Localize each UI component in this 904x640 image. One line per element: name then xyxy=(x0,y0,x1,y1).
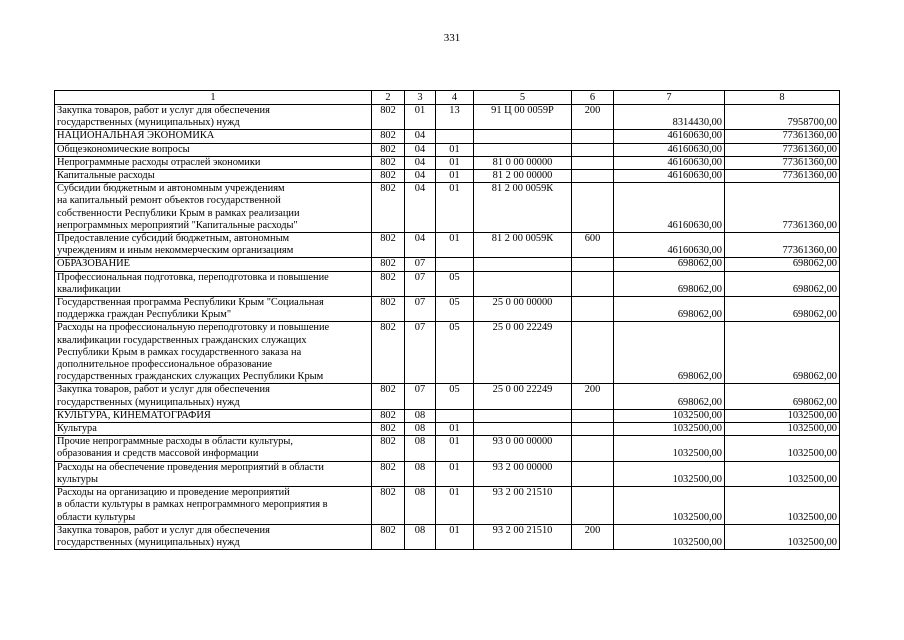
admin-code-cell: 802 xyxy=(372,461,405,486)
target-article-cell xyxy=(474,258,572,271)
row-name-cell xyxy=(55,258,372,271)
amount-year1-cell: 46160630,00 xyxy=(614,183,725,233)
amount-year2-cell: 1032500,00 xyxy=(725,436,840,461)
column-header-6: 6 xyxy=(572,91,614,105)
table-row xyxy=(55,436,840,461)
amount-year1-cell: 1032500,00 xyxy=(614,423,725,436)
amount-year2-cell: 1032500,00 xyxy=(725,423,840,436)
section-code-cell: 04 xyxy=(405,156,436,169)
amount-year2-cell: 698062,00 xyxy=(725,258,840,271)
row-name-line: на капитальный ремонт объектов государственной xyxy=(57,195,281,207)
section-code-cell: 01 xyxy=(405,105,436,130)
table-row xyxy=(55,156,840,169)
row-name-line: непрограммных мероприятий "Капитальные расходы" xyxy=(57,219,298,231)
expense-type-cell xyxy=(572,297,614,322)
expense-type-cell: 600 xyxy=(572,233,614,258)
table-row xyxy=(55,297,840,322)
row-name-line: культуры xyxy=(57,473,98,485)
admin-code-cell: 802 xyxy=(372,384,405,409)
expense-type-cell xyxy=(572,487,614,525)
admin-code-cell: 802 xyxy=(372,170,405,183)
expense-type-cell xyxy=(572,130,614,143)
subsection-code-cell: 05 xyxy=(436,322,474,384)
row-name-cell xyxy=(55,271,372,296)
row-name-line: поддержка граждан Республики Крым" xyxy=(57,309,232,321)
target-article-cell: 81 0 00 00000 xyxy=(474,156,572,169)
row-name-cell xyxy=(55,524,372,549)
section-code-cell: 07 xyxy=(405,271,436,296)
expense-type-cell xyxy=(572,423,614,436)
subsection-code-cell xyxy=(436,130,474,143)
column-header-1: 1 xyxy=(55,91,372,105)
row-name-line: квалификации xyxy=(57,283,121,295)
section-code-cell: 07 xyxy=(405,322,436,384)
expense-type-cell xyxy=(572,183,614,233)
section-code-cell: 04 xyxy=(405,183,436,233)
section-code-cell: 08 xyxy=(405,409,436,422)
admin-code-cell: 802 xyxy=(372,436,405,461)
section-code-cell: 08 xyxy=(405,436,436,461)
amount-year2-cell: 77361360,00 xyxy=(725,183,840,233)
expense-type-cell: 200 xyxy=(572,384,614,409)
section-code-cell: 08 xyxy=(405,524,436,549)
subsection-code-cell: 01 xyxy=(436,423,474,436)
row-name-line: Республики Крым в рамках государственного заказа на xyxy=(57,346,302,358)
target-article-cell: 93 2 00 00000 xyxy=(474,461,572,486)
table-row xyxy=(55,322,840,384)
admin-code-cell: 802 xyxy=(372,271,405,296)
page-number: 331 xyxy=(443,32,461,44)
subsection-code-cell: 05 xyxy=(436,271,474,296)
target-article-cell: 25 0 00 22249 xyxy=(474,322,572,384)
row-name-line: Предоставление субсидий бюджетным, автономным xyxy=(57,233,290,245)
table-row xyxy=(55,130,840,143)
column-header-7: 7 xyxy=(614,91,725,105)
row-name-cell xyxy=(55,156,372,169)
admin-code-cell: 802 xyxy=(372,105,405,130)
amount-year1-cell: 1032500,00 xyxy=(614,461,725,486)
subsection-code-cell: 01 xyxy=(436,143,474,156)
subsection-code-cell: 13 xyxy=(436,105,474,130)
section-code-cell: 08 xyxy=(405,461,436,486)
expense-type-cell xyxy=(572,436,614,461)
target-article-cell xyxy=(474,130,572,143)
row-name-line: Расходы на организацию и проведение мероприятий xyxy=(57,487,290,499)
table-row xyxy=(55,271,840,296)
row-name-cell xyxy=(55,409,372,422)
expense-type-cell xyxy=(572,170,614,183)
subsection-code-cell: 01 xyxy=(436,156,474,169)
row-name-line: собственности Республики Крым в рамках реализации xyxy=(57,207,300,219)
expense-type-cell xyxy=(572,271,614,296)
row-name-line: государственных гражданских служащих Республики Крым xyxy=(57,371,324,383)
row-name-line: государственных (муниципальных) нужд xyxy=(57,117,240,129)
row-name-line: Государственная программа Республики Крым "Социальная xyxy=(57,297,324,309)
section-code-cell: 07 xyxy=(405,258,436,271)
target-article-cell: 93 2 00 21510 xyxy=(474,524,572,549)
target-article-cell: 81 2 00 0059К xyxy=(474,183,572,233)
section-code-cell: 04 xyxy=(405,143,436,156)
amount-year1-cell: 8314430,00 xyxy=(614,105,725,130)
row-name-line: НАЦИОНАЛЬНАЯ ЭКОНОМИКА xyxy=(57,130,215,142)
row-name-line: Закупка товаров, работ и услуг для обеспечения xyxy=(57,524,270,536)
row-name-cell xyxy=(55,170,372,183)
row-name-line: Субсидии бюджетным и автономным учреждениям xyxy=(57,183,285,195)
row-name-line: учреждениям и иным некоммерческим организациям xyxy=(57,245,294,257)
subsection-code-cell: 01 xyxy=(436,524,474,549)
subsection-code-cell: 05 xyxy=(436,297,474,322)
row-name-line: квалификации государственных гражданских служащих xyxy=(57,334,307,346)
target-article-cell: 91 Ц 00 0059Р xyxy=(474,105,572,130)
expense-type-cell xyxy=(572,258,614,271)
amount-year2-cell: 698062,00 xyxy=(725,271,840,296)
target-article-cell: 25 0 00 00000 xyxy=(474,297,572,322)
section-code-cell: 08 xyxy=(405,487,436,525)
amount-year2-cell: 1032500,00 xyxy=(725,461,840,486)
amount-year2-cell: 1032500,00 xyxy=(725,487,840,525)
row-name-line: Закупка товаров, работ и услуг для обеспечения xyxy=(57,384,270,396)
admin-code-cell: 802 xyxy=(372,258,405,271)
subsection-code-cell: 01 xyxy=(436,461,474,486)
table-row xyxy=(55,105,840,130)
amount-year2-cell: 77361360,00 xyxy=(725,170,840,183)
amount-year2-cell: 698062,00 xyxy=(725,297,840,322)
subsection-code-cell xyxy=(436,258,474,271)
table-row xyxy=(55,423,840,436)
amount-year2-cell: 77361360,00 xyxy=(725,156,840,169)
target-article-cell xyxy=(474,271,572,296)
row-name-line: КУЛЬТУРА, КИНЕМАТОГРАФИЯ xyxy=(57,409,211,421)
table-row xyxy=(55,233,840,258)
admin-code-cell: 802 xyxy=(372,487,405,525)
section-code-cell: 04 xyxy=(405,170,436,183)
subsection-code-cell: 05 xyxy=(436,384,474,409)
column-header-3: 3 xyxy=(405,91,436,105)
row-name-line: Культура xyxy=(57,423,97,435)
row-name-line: Профессиональная подготовка, переподготовка и повышение xyxy=(57,271,329,283)
expense-type-cell xyxy=(572,409,614,422)
subsection-code-cell: 01 xyxy=(436,170,474,183)
expense-type-cell xyxy=(572,322,614,384)
admin-code-cell: 802 xyxy=(372,233,405,258)
section-code-cell: 04 xyxy=(405,233,436,258)
row-name-line: дополнительное профессиональное образование xyxy=(57,359,273,371)
target-article-cell xyxy=(474,143,572,156)
amount-year2-cell: 77361360,00 xyxy=(725,143,840,156)
table-row xyxy=(55,524,840,549)
subsection-code-cell: 01 xyxy=(436,487,474,525)
target-article-cell xyxy=(474,423,572,436)
admin-code-cell: 802 xyxy=(372,143,405,156)
amount-year1-cell: 46160630,00 xyxy=(614,130,725,143)
section-code-cell: 08 xyxy=(405,423,436,436)
admin-code-cell: 802 xyxy=(372,409,405,422)
target-article-cell: 25 0 00 22249 xyxy=(474,384,572,409)
target-article-cell: 93 2 00 21510 xyxy=(474,487,572,525)
amount-year1-cell: 698062,00 xyxy=(614,271,725,296)
amount-year1-cell: 698062,00 xyxy=(614,258,725,271)
subsection-code-cell: 01 xyxy=(436,436,474,461)
column-header-2: 2 xyxy=(372,91,405,105)
column-header-4: 4 xyxy=(436,91,474,105)
row-name-cell xyxy=(55,384,372,409)
row-name-line: Капитальные расходы xyxy=(57,170,155,182)
table-row xyxy=(55,461,840,486)
amount-year1-cell: 1032500,00 xyxy=(614,524,725,549)
row-name-line: Расходы на профессиональную переподготовку и повышение xyxy=(57,322,330,334)
row-name-cell xyxy=(55,461,372,486)
amount-year1-cell: 1032500,00 xyxy=(614,436,725,461)
section-code-cell: 07 xyxy=(405,297,436,322)
row-name-cell xyxy=(55,105,372,130)
target-article-cell xyxy=(474,409,572,422)
row-name-line: Закупка товаров, работ и услуг для обеспечения xyxy=(57,105,270,116)
table-header-row xyxy=(55,91,840,105)
amount-year2-cell: 698062,00 xyxy=(725,322,840,384)
admin-code-cell: 802 xyxy=(372,183,405,233)
table-row xyxy=(55,143,840,156)
amount-year1-cell: 1032500,00 xyxy=(614,487,725,525)
admin-code-cell: 802 xyxy=(372,423,405,436)
admin-code-cell: 802 xyxy=(372,322,405,384)
row-name-cell xyxy=(55,423,372,436)
admin-code-cell: 802 xyxy=(372,156,405,169)
row-name-line: государственных (муниципальных) нужд xyxy=(57,396,240,408)
amount-year1-cell: 46160630,00 xyxy=(614,233,725,258)
amount-year2-cell: 1032500,00 xyxy=(725,524,840,549)
expense-type-cell xyxy=(572,143,614,156)
amount-year1-cell: 698062,00 xyxy=(614,322,725,384)
row-name-cell xyxy=(55,436,372,461)
row-name-line: Непрограммные расходы отраслей экономики xyxy=(57,156,261,168)
expense-type-cell xyxy=(572,156,614,169)
column-header-8: 8 xyxy=(725,91,840,105)
row-name-cell xyxy=(55,233,372,258)
row-name-cell xyxy=(55,183,372,233)
row-name-line: Прочие непрограммные расходы в области культуры, xyxy=(57,436,293,448)
table-row xyxy=(55,170,840,183)
amount-year1-cell: 46160630,00 xyxy=(614,170,725,183)
row-name-line: ОБРАЗОВАНИЕ xyxy=(57,258,131,270)
row-name-cell xyxy=(55,487,372,525)
amount-year1-cell: 698062,00 xyxy=(614,384,725,409)
row-name-line: Расходы на обеспечение проведения мероприятий в области xyxy=(57,461,324,473)
admin-code-cell: 802 xyxy=(372,297,405,322)
admin-code-cell: 802 xyxy=(372,524,405,549)
budget-table xyxy=(54,90,840,550)
row-name-cell xyxy=(55,322,372,384)
section-code-cell: 04 xyxy=(405,130,436,143)
section-code-cell: 07 xyxy=(405,384,436,409)
row-name-line: образования и средств массовой информации xyxy=(57,448,259,460)
table-row xyxy=(55,384,840,409)
amount-year1-cell: 46160630,00 xyxy=(614,156,725,169)
expense-type-cell xyxy=(572,461,614,486)
row-name-line: в области культуры в рамках непрограммного мероприятия в xyxy=(57,499,328,511)
subsection-code-cell xyxy=(436,409,474,422)
row-name-line: Общеэкономические вопросы xyxy=(57,143,190,155)
row-name-cell xyxy=(55,143,372,156)
target-article-cell: 81 2 00 00000 xyxy=(474,170,572,183)
amount-year2-cell: 7958700,00 xyxy=(725,105,840,130)
target-article-cell: 81 2 00 0059К xyxy=(474,233,572,258)
row-name-cell xyxy=(55,130,372,143)
row-name-cell xyxy=(55,297,372,322)
amount-year2-cell: 77361360,00 xyxy=(725,130,840,143)
table-row xyxy=(55,258,840,271)
subsection-code-cell: 01 xyxy=(436,183,474,233)
row-name-line: государственных (муниципальных) нужд xyxy=(57,536,240,548)
expense-type-cell: 200 xyxy=(572,524,614,549)
target-article-cell: 93 0 00 00000 xyxy=(474,436,572,461)
amount-year2-cell: 698062,00 xyxy=(725,384,840,409)
table-row xyxy=(55,409,840,422)
table-row xyxy=(55,183,840,233)
amount-year2-cell: 77361360,00 xyxy=(725,233,840,258)
amount-year2-cell: 1032500,00 xyxy=(725,409,840,422)
amount-year1-cell: 46160630,00 xyxy=(614,143,725,156)
admin-code-cell: 802 xyxy=(372,130,405,143)
column-header-5: 5 xyxy=(474,91,572,105)
table-body xyxy=(55,105,840,550)
subsection-code-cell: 01 xyxy=(436,233,474,258)
amount-year1-cell: 698062,00 xyxy=(614,297,725,322)
table-row xyxy=(55,487,840,525)
expense-type-cell: 200 xyxy=(572,105,614,130)
amount-year1-cell: 1032500,00 xyxy=(614,409,725,422)
row-name-line: области культуры xyxy=(57,511,136,523)
